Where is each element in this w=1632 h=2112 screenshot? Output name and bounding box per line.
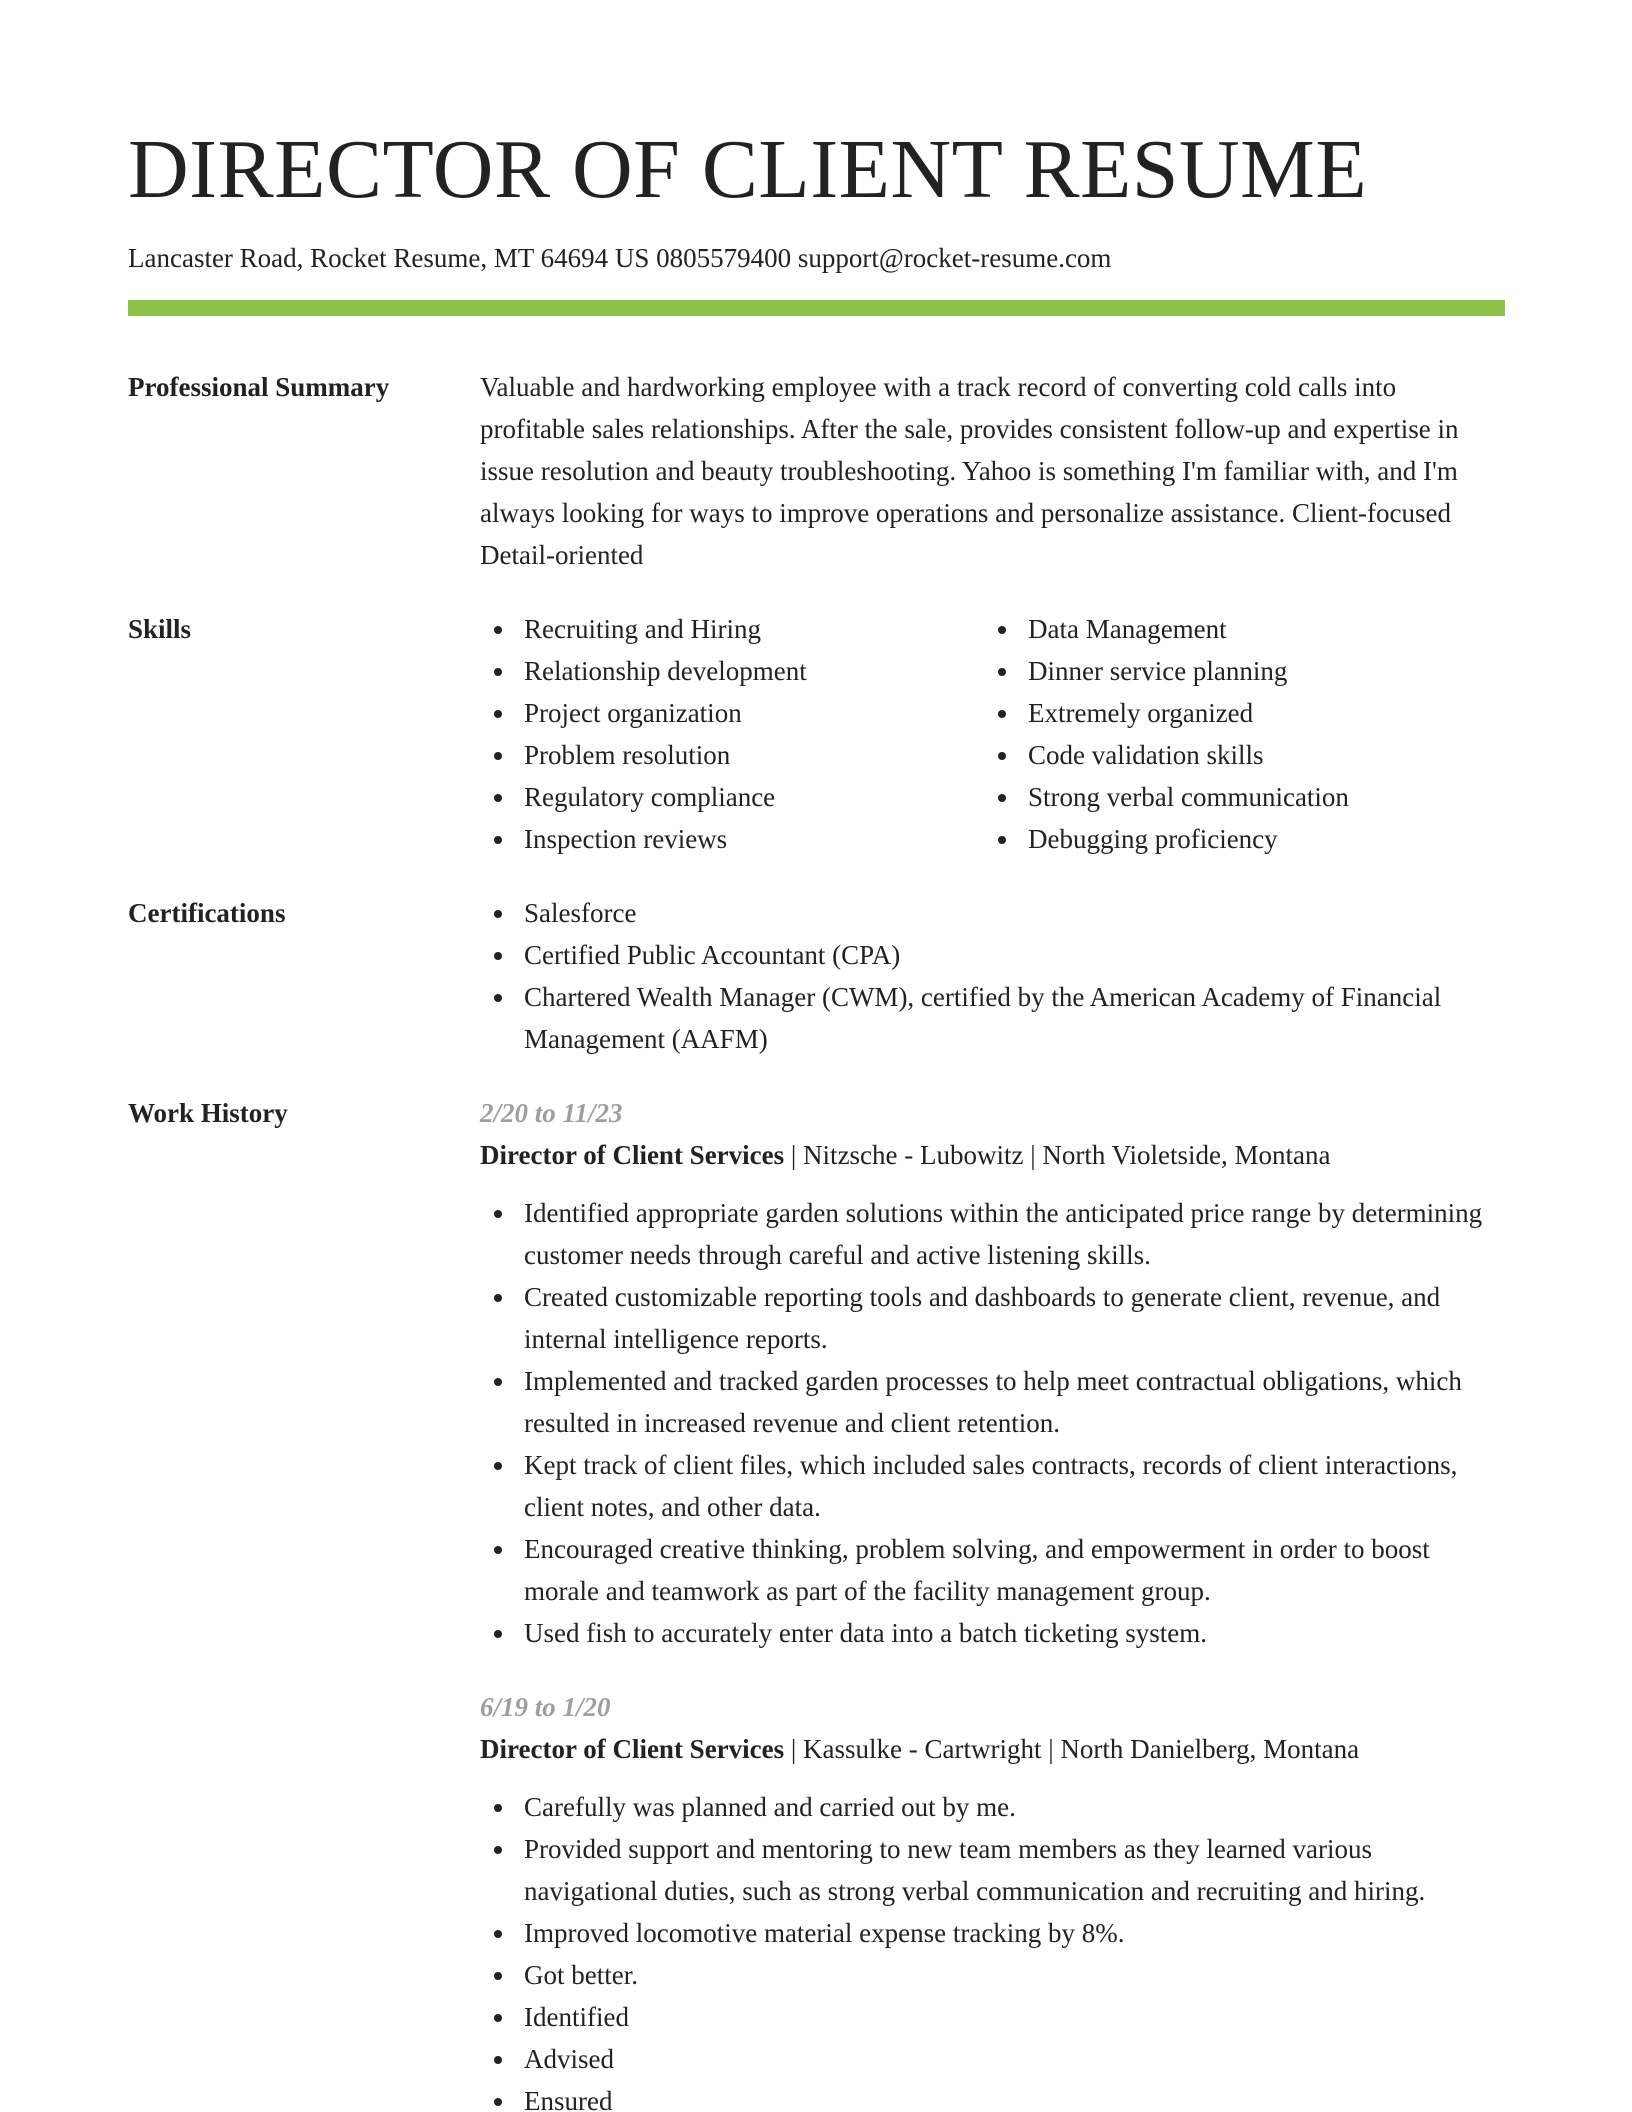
- skills-heading: Skills: [128, 614, 192, 644]
- work-history-heading: Work History: [128, 1098, 288, 1128]
- job-dates: 6/19 to 1/20: [480, 1692, 611, 1722]
- work-history-section: [128, 1092, 1504, 2112]
- certification-item: Chartered Wealth Manager (CWM), certified by the American Academy of Financial Management (AAFM): [480, 976, 1505, 1060]
- job-employer-location: | Nitzsche - Lubowitz | North Violetside, Montana: [784, 1140, 1331, 1170]
- job-bullet: Improved locomotive material expense tracking by 8%.: [480, 1912, 1505, 1954]
- skill-item: Data Management: [984, 608, 1488, 650]
- certification-item: Certified Public Accountant (CPA): [480, 934, 1505, 976]
- skill-item: Regulatory compliance: [480, 776, 984, 818]
- skill-item: Code validation skills: [984, 734, 1488, 776]
- job-employer-location: | Kassulke - Cartwright | North Danielberg, Montana: [784, 1734, 1360, 1764]
- job-bullet: Kept track of client files, which included sales contracts, records of client interactions, client notes, and other data.: [480, 1444, 1505, 1528]
- job-title: Director of Client Services: [480, 1140, 785, 1170]
- summary-text: Valuable and hardworking employee with a track record of converting cold calls into profitable sales relationships. After the sale, provides consistent follow-up and expertise in issue resolution and beauty troubleshooting. Yahoo is something I'm familiar with, and I'm always looking for ways to improve operations and personalize assistance. Client-focused Detail-oriented: [480, 372, 1459, 570]
- skills-list-right: [984, 608, 1488, 860]
- job-bullet: Provided support and mentoring to new team members as they learned various navigational duties, such as strong verbal communication and recruiting and hiring.: [480, 1828, 1505, 1912]
- skills-list-left: [480, 608, 984, 860]
- job-role-line: [480, 1134, 1505, 1176]
- skill-item: Dinner service planning: [984, 650, 1488, 692]
- job-bullet: Carefully was planned and carried out by me.: [480, 1786, 1505, 1828]
- job-bullet: Advised: [480, 2038, 1505, 2080]
- job-dates: 2/20 to 11/23: [480, 1098, 623, 1128]
- skill-item: Relationship development: [480, 650, 984, 692]
- skills-columns: [480, 608, 1505, 860]
- certifications-list: [480, 892, 1505, 1060]
- job-bullet: Used fish to accurately enter data into a batch ticketing system.: [480, 1612, 1505, 1654]
- resume-title: DIRECTOR OF CLIENT RESUME: [128, 123, 1368, 216]
- skills-section: [128, 608, 1504, 860]
- job-bullet: Ensured: [480, 2080, 1505, 2112]
- job-bullet: Identified appropriate garden solutions within the anticipated price range by determining customer needs through careful and active listening skills.: [480, 1192, 1505, 1276]
- certifications-body: [480, 892, 1505, 1060]
- skill-item: Inspection reviews: [480, 818, 984, 860]
- job-title: Director of Client Services: [480, 1734, 785, 1764]
- job-role-line: [480, 1728, 1505, 1770]
- job-bullet: Got better.: [480, 1954, 1505, 1996]
- work-history-body: [480, 1092, 1505, 2112]
- job-bullets: [480, 1192, 1505, 1654]
- summary-heading: Professional Summary: [128, 372, 390, 402]
- skill-item: Recruiting and Hiring: [480, 608, 984, 650]
- job-entry: [480, 1686, 1505, 2112]
- skill-item: Debugging proficiency: [984, 818, 1488, 860]
- job-bullet: Identified: [480, 1996, 1505, 2038]
- job-bullets: [480, 1786, 1505, 2112]
- certifications-section: [128, 892, 1504, 1060]
- skill-item: Strong verbal communication: [984, 776, 1488, 818]
- job-bullet: Implemented and tracked garden processes to help meet contractual obligations, which resulted in increased revenue and client retention.: [480, 1360, 1505, 1444]
- header-divider: [128, 300, 1505, 316]
- skill-item: Extremely organized: [984, 692, 1488, 734]
- job-bullet: Encouraged creative thinking, problem solving, and empowerment in order to boost morale and teamwork as part of the facility management group.: [480, 1528, 1505, 1612]
- contact-line: Lancaster Road, Rocket Resume, MT 64694 US 0805579400 support@rocket-resume.com: [128, 243, 1112, 273]
- job-entry: [480, 1092, 1505, 1654]
- skill-item: Problem resolution: [480, 734, 984, 776]
- summary-section: [128, 366, 1504, 576]
- certifications-heading: Certifications: [128, 898, 286, 928]
- skill-item: Project organization: [480, 692, 984, 734]
- certification-item: Salesforce: [480, 892, 1505, 934]
- job-bullet: Created customizable reporting tools and dashboards to generate client, revenue, and internal intelligence reports.: [480, 1276, 1505, 1360]
